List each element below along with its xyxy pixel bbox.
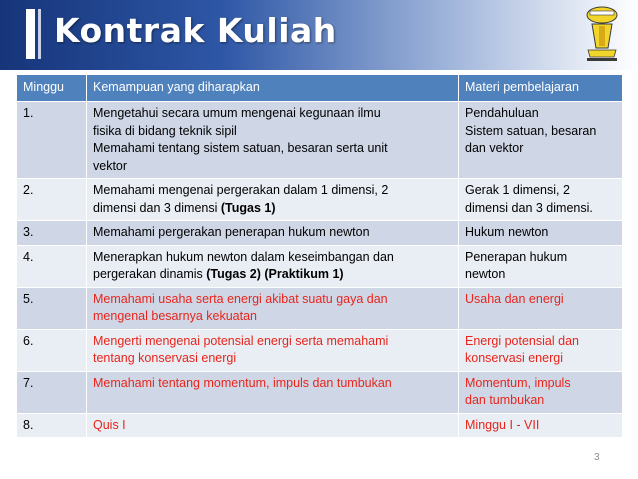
materi-line: Energi potensial dan	[465, 333, 579, 348]
materi-line: dimensi dan 3 dimensi.	[465, 200, 593, 215]
university-logo-icon	[580, 4, 624, 64]
cell-kemampuan	[87, 245, 459, 287]
cell-minggu: 6.	[17, 329, 87, 371]
cell-kemampuan	[87, 329, 459, 371]
cell-minggu: 3.	[17, 221, 87, 246]
cell-materi	[459, 221, 623, 246]
materi-line: dan vektor	[465, 141, 524, 155]
kemampuan-line: Memahami mengenai pergerakan dalam 1 dimensi, 2	[93, 183, 389, 197]
cell-kemampuan	[87, 413, 459, 438]
materi-line: Usaha dan energi	[465, 291, 564, 306]
table-row	[17, 102, 623, 179]
kemampuan-line: Mengerti mengenai potensial energi serta memahami	[93, 333, 389, 348]
materi-line: konservasi energi	[465, 351, 563, 365]
cell-minggu: 2.	[17, 179, 87, 221]
table-row	[17, 371, 623, 413]
table-row	[17, 329, 623, 371]
table-row	[17, 245, 623, 287]
kemampuan-line: mengenal besarnya kekuatan	[93, 309, 258, 323]
cell-kemampuan	[87, 371, 459, 413]
cell-minggu: 7.	[17, 371, 87, 413]
kemampuan-line: fisika di bidang teknik sipil	[93, 123, 237, 138]
cell-minggu: 8.	[17, 413, 87, 438]
kemampuan-line: pergerakan dinamis	[93, 267, 207, 281]
cell-materi	[459, 413, 623, 438]
table-header-row	[17, 75, 623, 102]
materi-line: Minggu I - VII	[465, 417, 540, 432]
tugas-label: (Tugas 1)	[220, 200, 276, 215]
cell-kemampuan	[87, 102, 459, 179]
table-row	[17, 413, 623, 438]
slide-title: Kontrak Kuliah	[54, 11, 337, 50]
cell-kemampuan	[87, 221, 459, 246]
banner-accent-line	[38, 9, 41, 59]
cell-materi	[459, 245, 623, 287]
cell-minggu: 4.	[17, 245, 87, 287]
kemampuan-line: Memahami pergerakan penerapan hukum newton	[93, 225, 370, 239]
banner-accent-bar	[26, 9, 35, 59]
cell-materi	[459, 329, 623, 371]
kemampuan-line: vektor	[93, 158, 128, 173]
materi-line: Sistem satuan, besaran	[465, 123, 597, 138]
kemampuan-line: Memahami usaha serta energi akibat suatu gaya dan	[93, 291, 388, 306]
materi-line: dan tumbukan	[465, 393, 545, 407]
materi-line: Gerak 1 dimensi, 2	[465, 183, 570, 197]
kontrak-kuliah-table	[16, 74, 623, 438]
kemampuan-line: Quis I	[93, 417, 126, 432]
cell-kemampuan	[87, 179, 459, 221]
kemampuan-line: tentang konservasi energi	[93, 351, 237, 365]
kemampuan-line: Menerapkan hukum newton dalam keseimbangan dan	[93, 249, 394, 264]
header-materi: Materi pembelajaran	[459, 75, 623, 102]
kemampuan-line: Memahami tentang momentum, impuls dan tumbukan	[93, 375, 392, 390]
table-row	[17, 287, 623, 329]
title-banner	[0, 0, 638, 70]
cell-minggu: 5.	[17, 287, 87, 329]
materi-line: Momentum, impuls	[465, 375, 571, 390]
cell-kemampuan	[87, 287, 459, 329]
header-kemampuan: Kemampuan yang diharapkan	[87, 75, 459, 102]
page-number: 3	[594, 452, 600, 463]
table-row	[17, 179, 623, 221]
cell-materi	[459, 371, 623, 413]
kemampuan-line: dimensi dan 3 dimensi	[93, 200, 221, 215]
materi-line: newton	[465, 267, 506, 281]
table-row	[17, 221, 623, 246]
header-minggu: Minggu	[17, 75, 87, 102]
cell-materi	[459, 179, 623, 221]
materi-line: Pendahuluan	[465, 106, 539, 120]
cell-minggu: 1.	[17, 102, 87, 179]
cell-materi	[459, 102, 623, 179]
kemampuan-line: Mengetahui secara umum mengenai kegunaan ilmu	[93, 106, 381, 120]
kemampuan-line: Memahami tentang sistem satuan, besaran serta unit	[93, 141, 388, 155]
tugas-praktikum-label: (Tugas 2) (Praktikum 1)	[206, 267, 344, 281]
materi-line: Hukum newton	[465, 225, 549, 239]
materi-line: Penerapan hukum	[465, 249, 568, 264]
cell-materi	[459, 287, 623, 329]
